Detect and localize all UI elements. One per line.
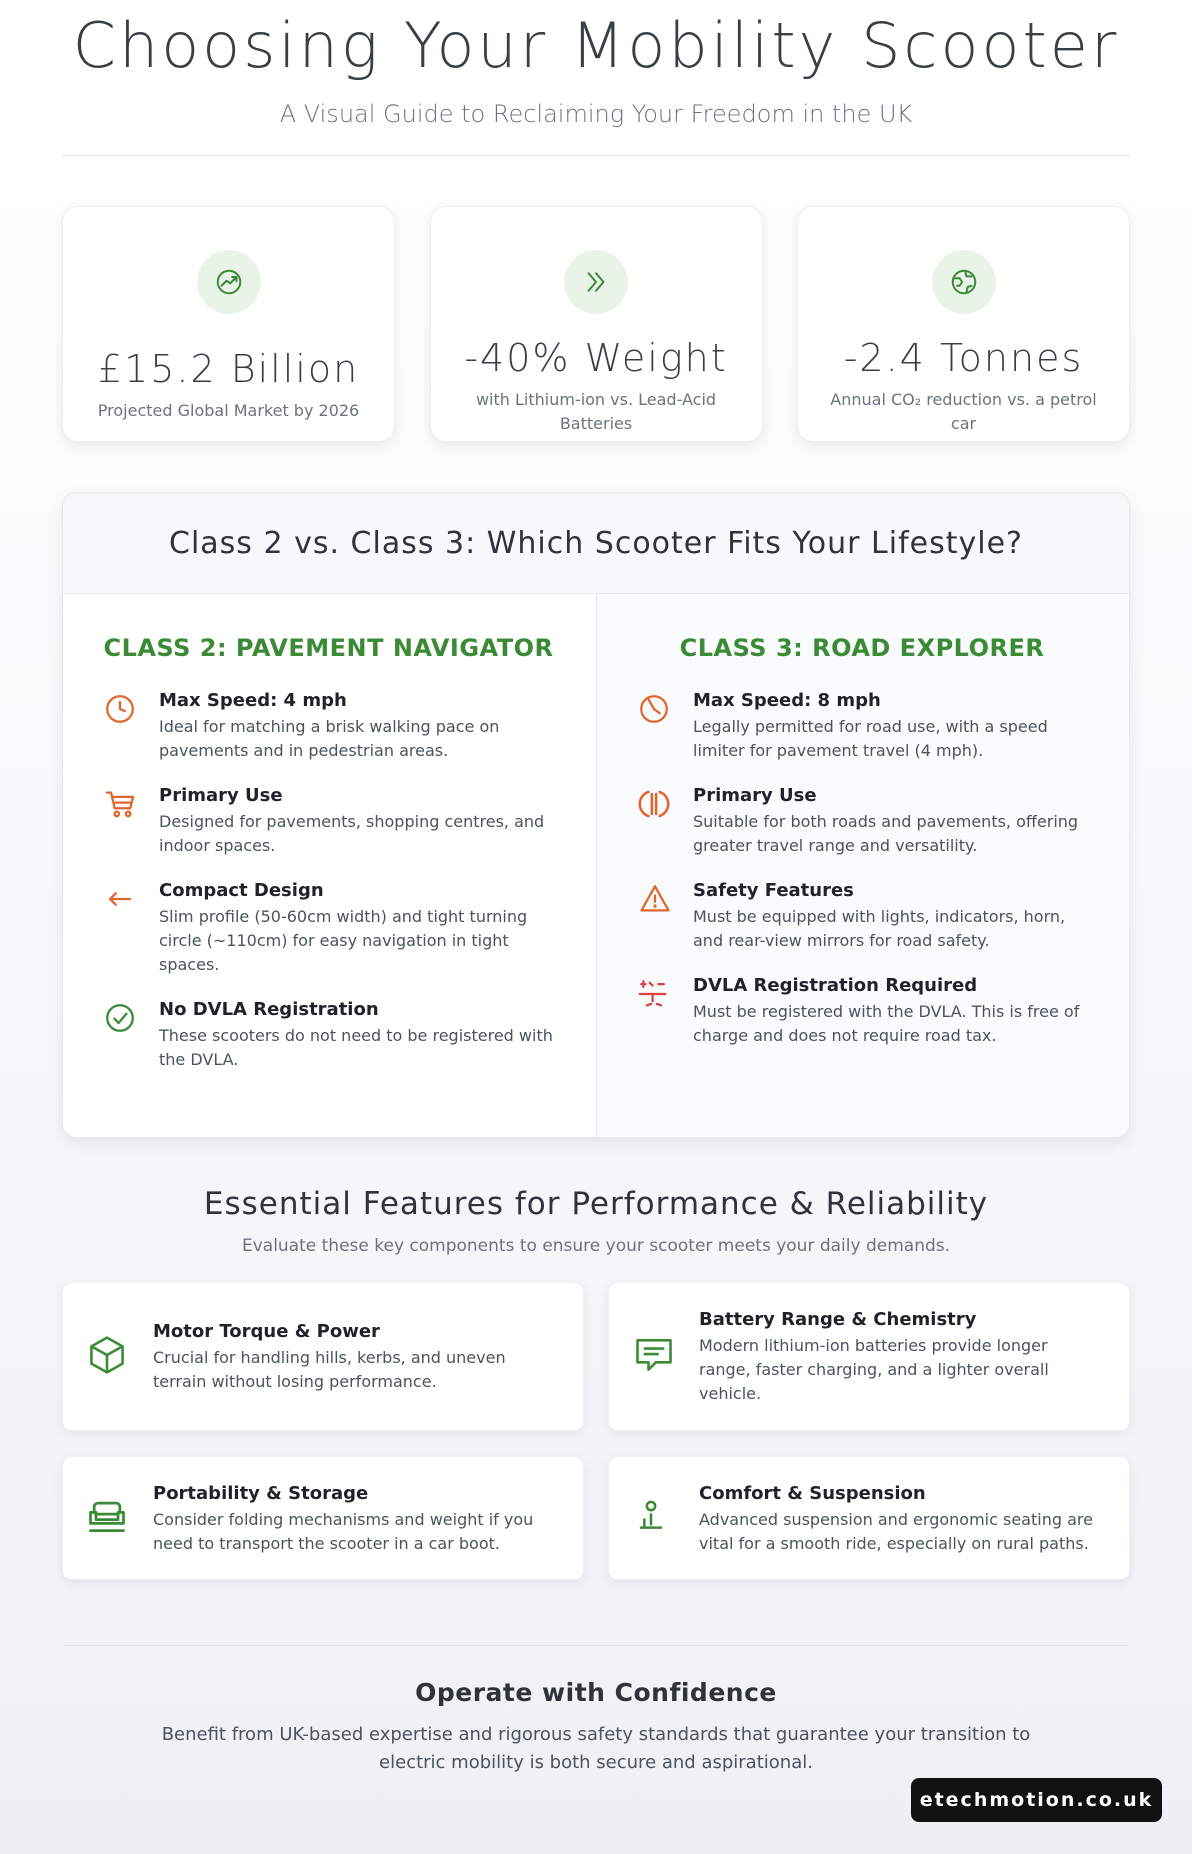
warning-triangle-icon <box>637 878 693 953</box>
feature-card-portability <box>62 1456 584 1580</box>
feature-title: DVLA Registration Required <box>693 975 978 996</box>
stat-value: £15.2 Billion <box>97 347 360 391</box>
class-comparison <box>62 492 1130 1138</box>
feature-desc: Must be equipped with lights, indicators, horn, and rear-view mirrors for road safety. <box>693 907 1066 950</box>
essentials-title: Essential Features for Performance & Reliability <box>203 1186 989 1222</box>
stat-value: -2.4 Tonnes <box>843 336 1084 380</box>
class3-column <box>596 594 1129 1138</box>
class3-feature <box>637 973 1087 1048</box>
feature-desc: Ideal for matching a brisk walking pace on pavements and in pedestrian areas. <box>159 717 500 760</box>
trend-up-icon <box>197 250 261 314</box>
stat-value: -40% Weight <box>464 336 728 380</box>
feature-desc: Legally permitted for road use, with a speed limiter for pavement travel (4 mph). <box>693 717 1048 760</box>
feature-desc: Suitable for both roads and pavements, offering greater travel range and versatility. <box>693 812 1079 855</box>
divider <box>62 155 1130 156</box>
stat-label: Projected Global Market by 2026 <box>97 401 360 420</box>
check-circle-icon <box>103 997 159 1072</box>
card-title: Portability & Storage <box>153 1482 369 1504</box>
feature-card-motor <box>62 1282 584 1431</box>
speed-gauge-icon <box>637 688 693 763</box>
class3-feature <box>637 688 1087 763</box>
stats-row <box>62 206 1130 442</box>
stat-card-co2 <box>797 206 1130 442</box>
cube-icon <box>85 1333 153 1381</box>
class2-column <box>63 594 596 1138</box>
card-title: Battery Range & Chemistry <box>699 1309 977 1330</box>
stat-label: with Lithium-ion vs. Lead-Acid Batteries <box>475 390 717 433</box>
arrow-left-icon <box>103 878 159 977</box>
page-title: Choosing Your Mobility Scooter <box>72 9 1120 82</box>
infographic <box>62 0 1130 1777</box>
essentials-subtitle: Evaluate these key components to ensure your scooter meets your daily demands. <box>241 1236 951 1256</box>
stat-label: Annual CO₂ reduction vs. a petrol car <box>830 390 1097 433</box>
page-subtitle: A Visual Guide to Reclaiming Your Freedom in the UK <box>279 100 913 128</box>
feature-desc: These scooters do not need to be registered with the DVLA. <box>159 1026 553 1069</box>
class2-feature <box>103 783 554 858</box>
class2-feature <box>103 688 554 763</box>
feature-desc: Slim profile (50-60cm width) and tight turning circle (~110cm) for easy navigation in tight spaces. <box>159 907 528 974</box>
feature-title: Primary Use <box>693 785 817 806</box>
class2-feature <box>103 878 554 977</box>
registration-icon <box>637 973 693 1048</box>
feature-title: Safety Features <box>693 880 854 901</box>
chat-bubble-icon <box>631 1333 699 1381</box>
card-title: Comfort & Suspension <box>699 1482 926 1504</box>
essentials-grid <box>62 1282 1130 1605</box>
shopping-cart-icon <box>103 783 159 858</box>
feature-title: Compact Design <box>159 880 324 901</box>
footer-text: Benefit from UK-based expertise and rigorous safety standards that guarantee your transition to electric mobility is both secure and aspirational. <box>161 1724 1031 1773</box>
card-desc: Modern lithium-ion batteries provide longer range, faster charging, and a lighter overall vehicle. <box>699 1336 1049 1403</box>
comparison-title: Class 2 vs. Class 3: Which Scooter Fits Your Lifestyle? <box>63 493 1129 594</box>
globe-icon <box>932 250 996 314</box>
feature-title: Max Speed: 4 mph <box>159 690 347 711</box>
footer-title: Operate with Confidence <box>415 1678 777 1707</box>
person-seat-icon <box>631 1496 699 1540</box>
stat-card-weight <box>430 206 763 442</box>
feature-desc: Must be registered with the DVLA. This is free of charge and does not require road tax. <box>693 1002 1080 1045</box>
stat-card-market <box>62 206 395 442</box>
class2-title: CLASS 2: PAVEMENT NAVIGATOR <box>103 634 554 662</box>
road-icon <box>637 783 693 858</box>
feature-title: No DVLA Registration <box>159 999 379 1020</box>
divider <box>62 1645 1130 1646</box>
brand-badge[interactable]: etechmotion.co.uk <box>911 1778 1162 1822</box>
card-desc: Consider folding mechanisms and weight if you need to transport the scooter in a car boot. <box>153 1509 534 1553</box>
card-title: Motor Torque & Power <box>153 1321 380 1342</box>
class3-feature <box>637 878 1087 953</box>
feature-title: Primary Use <box>159 785 283 806</box>
clock-icon <box>103 688 159 763</box>
class3-title: CLASS 3: ROAD EXPLORER <box>679 634 1045 662</box>
card-desc: Crucial for handling hills, kerbs, and uneven terrain without losing performance. <box>153 1348 506 1391</box>
class3-feature <box>637 783 1087 858</box>
sofa-icon <box>85 1494 153 1542</box>
class2-feature <box>103 997 554 1072</box>
double-chevron-right-icon <box>564 250 628 314</box>
feature-desc: Designed for pavements, shopping centres, and indoor spaces. <box>159 812 545 855</box>
feature-card-comfort <box>608 1456 1130 1580</box>
card-desc: Advanced suspension and ergonomic seating are vital for a smooth ride, especially on rural paths. <box>699 1509 1093 1553</box>
feature-card-battery <box>608 1282 1130 1431</box>
feature-title: Max Speed: 8 mph <box>693 690 881 711</box>
